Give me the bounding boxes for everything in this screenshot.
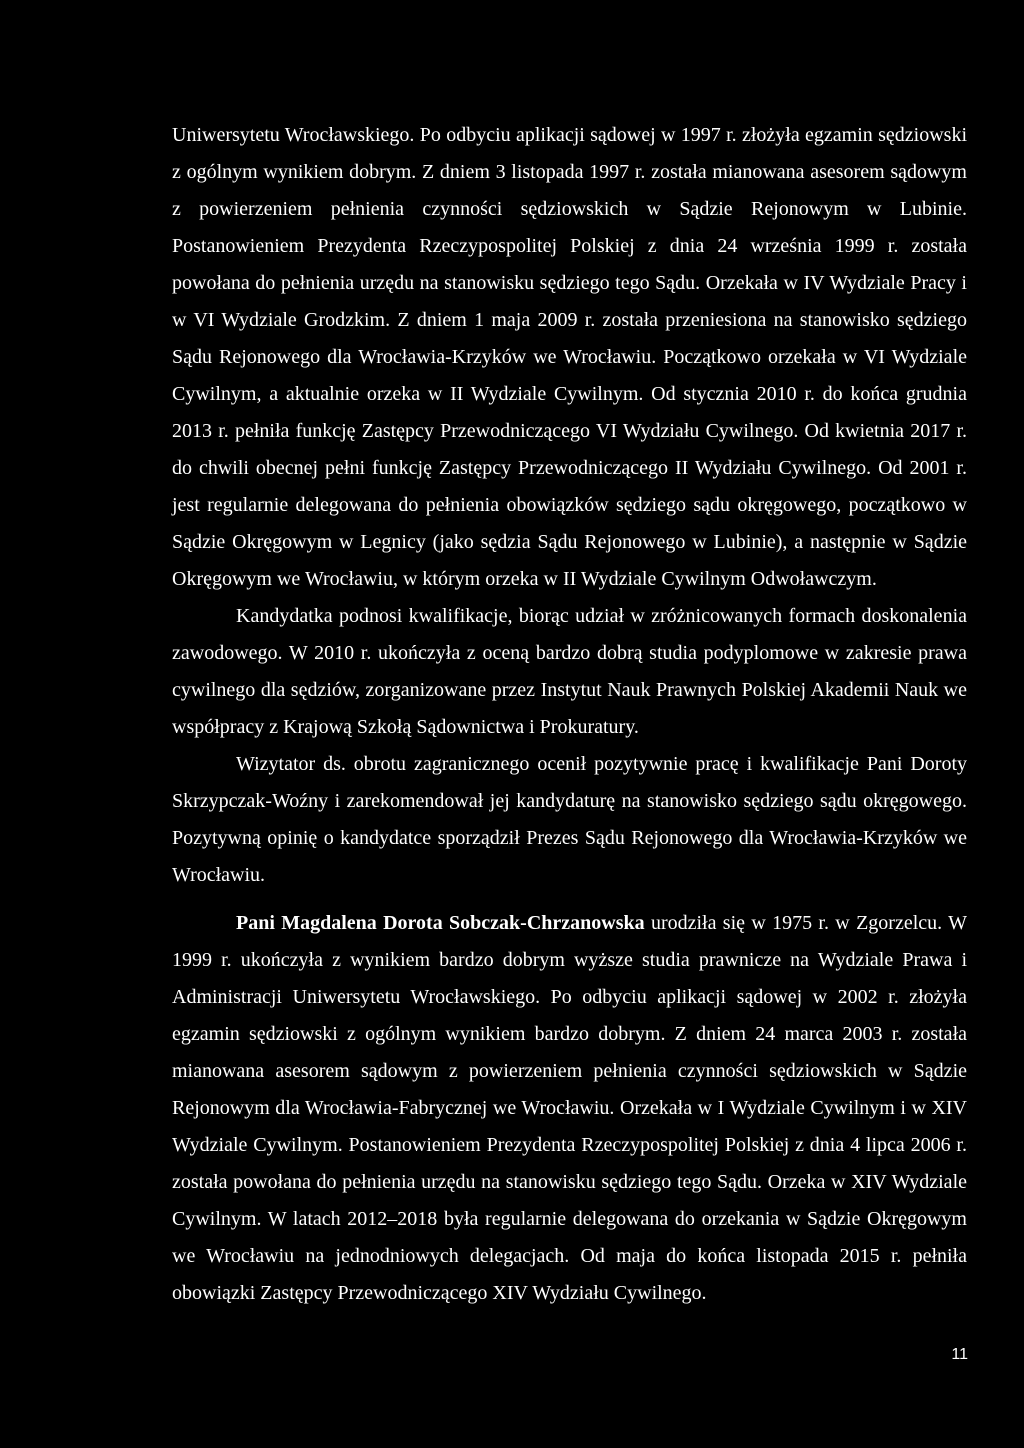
paragraph-continuation: Uniwersytetu Wrocławskiego. Po odbyciu aplikacji sądowej w 1997 r. złożyła egzamin sędziowski z ogólnym wynikiem dobrym. Z dniem 3 listopada 1997 r. została mianowana asesorem sądowym z powierzeniem pełnienia czynności sędziowskich w Sądzie Rejonowym w Lubinie. Postanowieniem Prezydenta Rzeczypospolitej Polskiej z dnia 24 września 1999 r. została powołana do pełnienia urzędu na stanowisku sędziego tego Sądu. Orzekała w IV Wydziale Pracy i w VI Wydziale Grodzkim. Z dniem 1 maja 2009 r. została przeniesiona na stanowisko sędziego Sądu Rejonowego dla Wrocławia-Krzyków we Wrocławiu. Początkowo orzekała w VI Wydziale Cywilnym, a aktualnie orzeka w II Wydziale Cywilnym. Od stycznia 2010 r. do końca grudnia 2013 r. pełniła funkcję Zastępcy Przewodniczącego VI Wydziału Cywilnego. Od kwietnia 2017 r. do chwili obecnej pełni funkcję Zastępcy Przewodniczącego II Wydziału Cywilnego. Od 2001 r. jest regularnie delegowana do pełnienia obowiązków sędziego sądu okręgowego, początkowo w Sądzie Okręgowym w Legnicy (jako sędzia Sądu Rejonowego w Lubinie), a następnie w Sądzie Okręgowym we Wrocławiu, w którym orzeka w II Wydziale Cywilnym Odwoławczym. — [172, 124, 967, 590]
document-body — [172, 117, 967, 1312]
paragraph-evaluation: Wizytator ds. obrotu zagranicznego ocenił pozytywnie pracę i kwalifikacje Pani Doroty Skrzypczak-Woźny i zarekomendował jej kandydaturę na stanowisko sędziego sądu okręgowego. Pozytywną opinię o kandydatce sporządził Prezes Sądu Rejonowego dla Wrocławia-Krzyków we Wrocławiu. — [172, 753, 967, 886]
page-number: 11 — [951, 1346, 968, 1363]
paragraph-candidate-bio — [172, 905, 967, 1312]
candidate-name: Pani Magdalena Dorota Sobczak-Chrzanowska — [236, 912, 645, 934]
candidate-bio-text: urodziła się w 1975 r. w Zgorzelcu. W 1999 r. ukończyła z wynikiem bardzo dobrym wyższe studia prawnicze na Wydziale Prawa i Administracji Uniwersytetu Wrocławskiego. Po odbyciu aplikacji sądowej w 2002 r. złożyła egzamin sędziowski z ogólnym wynikiem bardzo dobrym. Z dniem 24 marca 2003 r. została mianowana asesorem sądowym z powierzeniem pełnienia czynności sędziowskich w Sądzie Rejonowym dla Wrocławia-Fabrycznej we Wrocławiu. Orzekała w I Wydziale Cywilnym i w XIV Wydziale Cywilnym. Postanowieniem Prezydenta Rzeczypospolitej Polskiej z dnia 4 lipca 2006 r. została powołana do pełnienia urzędu na stanowisku sędziego tego Sądu. Orzeka w XIV Wydziale Cywilnym. W latach 2012–2018 była regularnie delegowana do orzekania w Sądzie Okręgowym we Wrocławiu na jednodniowych delegacjach. Od maja do końca listopada 2015 r. pełniła obowiązki Zastępcy Przewodniczącego XIV Wydziału Cywilnego. — [172, 912, 967, 1304]
paragraph-qualifications: Kandydatka podnosi kwalifikacje, biorąc udział w zróżnicowanych formach doskonalenia zawodowego. W 2010 r. ukończyła z oceną bardzo dobrą studia podyplomowe w zakresie prawa cywilnego dla sędziów, zorganizowane przez Instytut Nauk Prawnych Polskiej Akademii Nauk we współpracy z Krajową Szkołą Sądownictwa i Prokuratury. — [172, 605, 967, 738]
